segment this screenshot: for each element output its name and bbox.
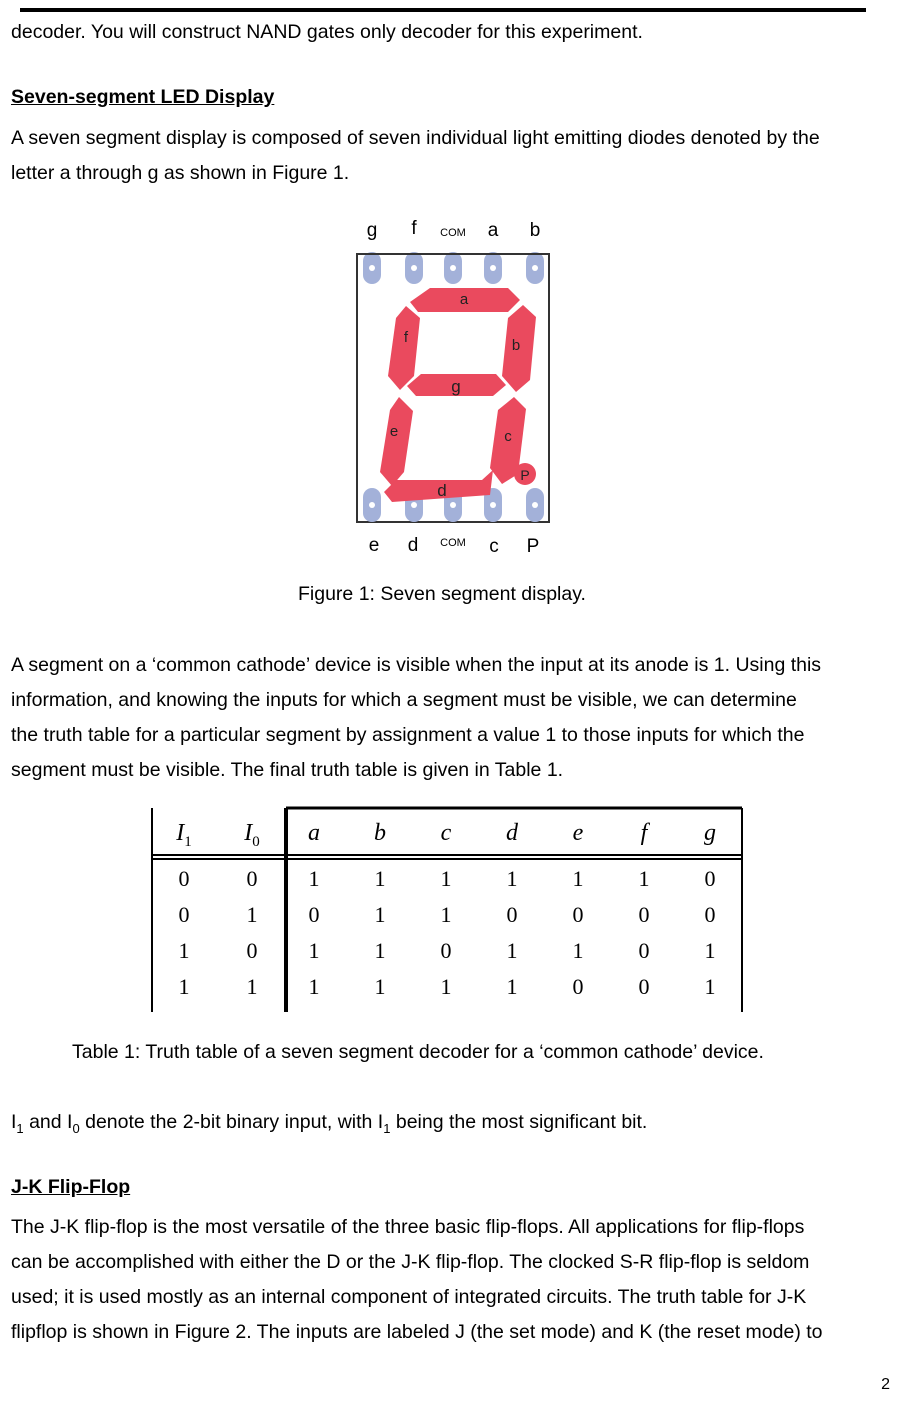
table1-caption: Table 1: Truth table of a seven segment decoder for a ‘common cathode’ device.: [72, 1041, 764, 1063]
section1-line-1: A seven segment display is composed of seven individual light emitting diodes denoted by the: [11, 127, 820, 149]
note-i1: I: [11, 1111, 17, 1133]
table-cell: 1: [440, 974, 452, 999]
table-cell: 0: [506, 902, 518, 927]
table-cell: 1: [374, 974, 386, 999]
table-cell: 1: [374, 938, 386, 963]
section-heading-jk-flipflop: J-K Flip-Flop: [11, 1176, 131, 1198]
table-cell: 0: [572, 974, 584, 999]
table-cell: 1: [440, 902, 452, 927]
table-cell: 0: [308, 902, 320, 927]
table-cell: 1: [506, 938, 518, 963]
table-cell: 1: [638, 866, 650, 891]
table-cell: 1: [246, 974, 258, 999]
top-pin-label-a: a: [487, 220, 499, 241]
table-cell: 0: [246, 938, 258, 963]
table-cell: 1: [572, 866, 584, 891]
table-header-f: f: [640, 820, 648, 846]
note-sub1b: 1: [383, 1120, 391, 1136]
section2-line-2: can be accomplished with either the D or the J-K flip-flop. The clocked S-R flip-flop is seldom: [11, 1251, 810, 1273]
table-cell: 1: [704, 974, 716, 999]
para2-line-1: A segment on a ‘common cathode’ device is visible when the input at its anode is 1. Using this: [11, 654, 822, 676]
segment-label-d: d: [437, 481, 447, 500]
table-cell: 0: [178, 866, 190, 891]
top-rule: [20, 8, 866, 12]
seven-segment-figure: [350, 212, 560, 562]
table-cell: 0: [178, 902, 190, 927]
table-cell: 0: [638, 938, 650, 963]
binary-input-note: [11, 1105, 896, 1146]
truth-table: [146, 806, 746, 1018]
para2-line-4: segment must be visible. The final truth table is given in Table 1.: [11, 759, 564, 781]
table-cell: 0: [572, 902, 584, 927]
para2-line-2: information, and knowing the inputs for which a segment must be visible, we can determine: [11, 689, 797, 711]
table-header-b: b: [374, 820, 386, 846]
table-cell: 1: [308, 938, 320, 963]
segment-label-a: a: [459, 291, 469, 308]
table-cell: 0: [440, 938, 452, 963]
note-sub1: 1: [16, 1120, 24, 1136]
segment-e: [380, 397, 413, 486]
segment-label-p: P: [520, 467, 530, 483]
table-cell: 1: [374, 866, 386, 891]
table-header-input-1: $I_0$: [244, 820, 260, 850]
section2-line-3: used; it is used mostly as an internal component of integrated circuits. The truth table for J-K: [11, 1286, 807, 1308]
segment-label-g: g: [451, 377, 461, 396]
table-cell: 1: [178, 974, 190, 999]
section1-line-2: letter a through g as shown in Figure 1.: [11, 162, 350, 184]
note-sub0: 0: [72, 1120, 80, 1136]
table-header-g: g: [704, 820, 716, 846]
table-cell: 1: [704, 938, 716, 963]
top-pin-label-com: COM: [440, 227, 466, 239]
page-number: 2: [881, 1376, 890, 1393]
table-cell: 0: [246, 866, 258, 891]
table-cell: 1: [440, 866, 452, 891]
table-cell: 1: [178, 938, 190, 963]
bottom-pin-label-c: c: [489, 536, 499, 557]
table-header-input-0: $I_1$: [176, 820, 192, 850]
segment-label-f: f: [403, 329, 409, 346]
bottom-pin-label-com: COM: [440, 537, 466, 549]
table-cell: 1: [246, 902, 258, 927]
table-cell: 1: [572, 938, 584, 963]
table-header-e: e: [572, 820, 584, 846]
intro-line: decoder. You will construct NAND gates only decoder for this experiment.: [11, 21, 643, 43]
table-cell: 1: [308, 866, 320, 891]
table-cell: 0: [704, 902, 716, 927]
table-cell: 1: [506, 974, 518, 999]
segment-label-c: c: [504, 428, 512, 445]
table-cell: 1: [506, 866, 518, 891]
section-heading-seven-segment: Seven-segment LED Display: [11, 86, 275, 108]
figure1-caption: Figure 1: Seven segment display.: [298, 583, 586, 605]
segment-label-b: b: [511, 337, 521, 354]
bottom-pin-label-e: e: [368, 535, 380, 556]
table-header-d: d: [506, 820, 518, 846]
table-cell: 0: [704, 866, 716, 891]
top-pin-label-b: b: [529, 220, 541, 241]
segment-label-e: e: [389, 423, 399, 440]
note-rest2: being the most significant bit.: [390, 1111, 648, 1133]
section2-line-4: flipflop is shown in Figure 2. The inputs are labeled J (the set mode) and K (the reset mode) to: [11, 1321, 823, 1343]
top-pin-label-g: g: [366, 220, 378, 241]
table-cell: 1: [308, 974, 320, 999]
bottom-pin-label-p: P: [526, 536, 540, 557]
section2-line-1: The J-K flip-flop is the most versatile of the three basic flip-flops. All applications for flip-flops: [11, 1216, 805, 1238]
table-cell: 0: [638, 974, 650, 999]
table-cell: 1: [374, 902, 386, 927]
segment-f: [388, 306, 420, 390]
table-header-a: a: [308, 820, 320, 846]
bottom-pin-label-d: d: [407, 535, 419, 556]
top-pin-label-f: f: [411, 218, 417, 239]
table-cell: 0: [638, 902, 650, 927]
table-header-c: c: [440, 820, 452, 846]
para2-line-3: the truth table for a particular segment by assignment a value 1 to those inputs for which the: [11, 724, 805, 746]
note-rest1: denote the 2-bit binary input, with I: [79, 1111, 384, 1133]
note-and: and I: [23, 1111, 73, 1133]
